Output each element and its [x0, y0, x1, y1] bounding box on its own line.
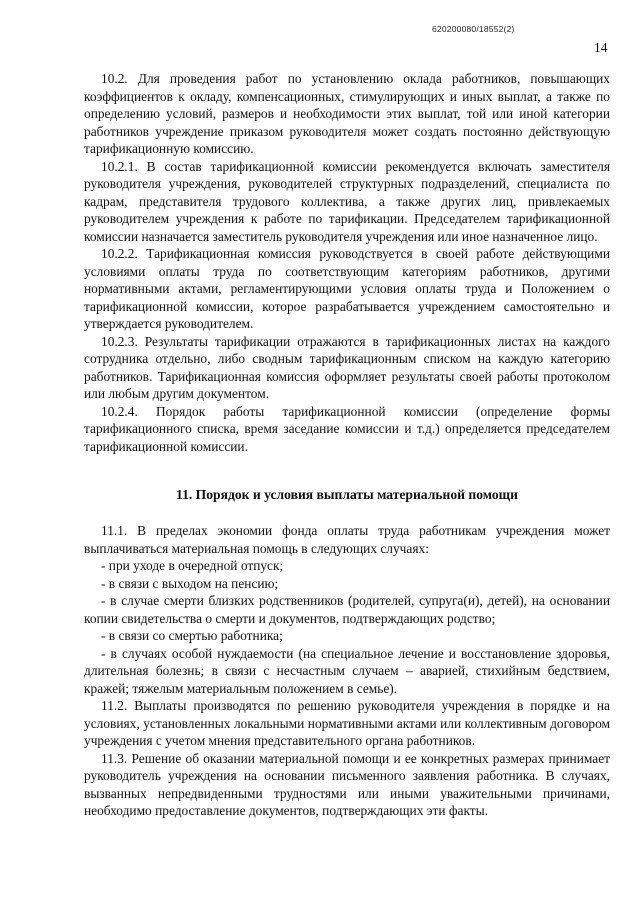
paragraph-11-1: 11.1. В пределах экономии фонда оплаты труда работникам учреждения может выплачиваться материальная помощь в следующих случаях: [84, 523, 610, 556]
list-item: - в случае смерти близких родственников (родителей, супруга(и), детей), на основании копии свидетельства о смерти и документов, подтверждающих родство; [84, 593, 610, 626]
page-number: 14 [594, 40, 608, 55]
list-item: - в связи с выходом на пенсию; [101, 575, 279, 591]
paragraph-10-2-1: 10.2.1. В состав тарификационной комиссии рекомендуется включать заместителя руководителя учреждения, руководителей структурных подразделений, специалиста по кадрам, представителя трудового коллектива, а также других лиц, привлекаемых руководителем учреждения к работе по тарификации. Председателем тарификационной комиссии назначается заместитель руководителя учреждения или иное назначенное лицо. [84, 158, 610, 244]
paragraph-11-2: 11.2. Выплаты производятся по решению руководителя учреждения в порядке и на условиях, установленных локальными нормативными актами или коллективным договором учреждения с учетом мнения представительного органа работников. [84, 698, 610, 748]
paragraph-11-3: 11.3. Решение об оказании материальной помощи и ее конкретных размерах принимает руководитель учреждения на основании письменного заявления работника. В случаях, вызванных непредвиденными трудностями или иными уважительными причинами, необходимо предоставление документов, подтверждающих эти факты. [84, 750, 610, 818]
paragraph-10-2-4: 10.2.4. Порядок работы тарификационной комиссии (определение формы тарификационного списка, время заседание комиссии и т.д.) определяется председателем тарификационной комиссии. [84, 403, 610, 454]
section-11-body [84, 522, 610, 820]
list-item: - в случаях особой нуждаемости (на специальное лечение и восстановление здоровья, длительная болезнь; в связи с несчастным случаем – аварией, стихийным бедствием, кражей; тяжелым материальным положением в семье). [84, 645, 610, 696]
paragraph-10-2: 10.2. Для проведения работ по установлению оклада работников, повышающих коэффициентов к окладу, компенсационных, стимулирующих и иных выплат, а также по определению условий, размеров и необходимости этих выплат, той или иной категории работников учреждение приказом руководителя может создать постоянно действующую тарификационную комиссию. [84, 71, 610, 156]
list-item: - при уходе в очередной отпуск; [101, 558, 284, 573]
paragraph-10-2-3: 10.2.3. Результаты тарификации отражаются в тарификационных листах на каждого сотрудника отдельно, либо сводным тарификационным списком на каждую категорию работников. Тарификационная комиссия оформляет результаты своей работы протоколом или любым другим документом. [84, 333, 610, 401]
document-id: 620200080/18552(2) [432, 24, 515, 34]
section-10-body [84, 70, 610, 455]
section-11-heading: 11. Порядок и условия выплаты материальной помощи [176, 487, 518, 502]
paragraph-10-2-2: 10.2.2. Тарификационная комиссия руководствуется в своей работе действующими условиями оплаты труда по соответствующим категориям работников, другими нормативными актами, регламентирующими условия оплаты труда и Положением о тарификационной комиссии, которое разрабатывается учреждением самостоятельно и утверждается руководителем. [84, 246, 610, 331]
list-item: - в связи со смертью работника; [101, 628, 283, 643]
